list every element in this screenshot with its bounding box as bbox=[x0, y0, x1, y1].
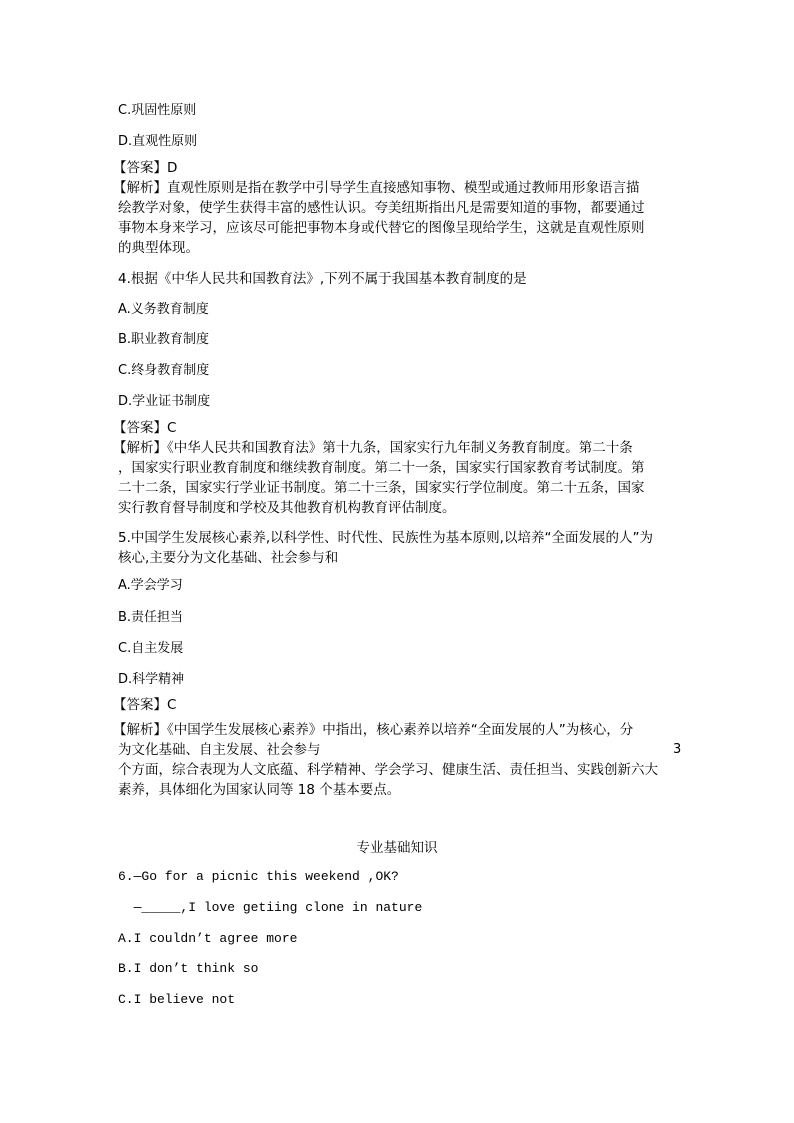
q5-explanation-line: 个方面，综合表现为人文底蕴、科学精神、学会学习、健康生活、责任担当、实践创新六大 bbox=[118, 762, 658, 778]
q3-explanation-line: 事物本身来学习，应该尽可能把事物本身或代替它的图像呈现给学生，这就是直观性原则 bbox=[118, 220, 645, 236]
q4-option-c: C.终身教育制度 bbox=[118, 363, 210, 378]
q6-option-a: A.I couldn’t agree more bbox=[118, 931, 298, 946]
q5-explanation-line: 素养，具体细化为国家认同等 18 个基本要点。 bbox=[118, 782, 401, 798]
q5-explanation-line: 【解析】《中国学生发展核心素养》中指出，核心素养以培养“全面发展的人”为核心，分 bbox=[113, 722, 634, 738]
q6-option-c: C.I believe not bbox=[118, 992, 236, 1007]
q6-question: 6.—Go for a picnic this weekend ,OK? bbox=[118, 869, 399, 884]
q5-option-c: C.自主发展 bbox=[118, 641, 184, 656]
q4-option-a: A.义务教育制度 bbox=[118, 302, 209, 317]
q4-option-d: D.学业证书制度 bbox=[118, 394, 211, 409]
q4-option-b: B.职业教育制度 bbox=[118, 332, 210, 347]
q5-explanation-number: 3 bbox=[673, 742, 682, 757]
q5-question-line: 5.中国学生发展核心素养,以科学性、时代性、民族性为基本原则,以培养“全面发展的人”为 bbox=[118, 530, 653, 546]
q6-reply: —_____,I love getiing clone in nature bbox=[118, 900, 423, 915]
q4-explanation-line: ，国家实行职业教育制度和继续教育制度。第二十一条，国家实行国家教育考试制度。第 bbox=[118, 460, 645, 476]
q3-explanation-line: 的典型体现。 bbox=[118, 240, 199, 256]
q4-explanation-line: 实行教育督导制度和学校及其他教育机构教育评估制度。 bbox=[118, 500, 456, 516]
q5-option-b: B.责任担当 bbox=[118, 610, 184, 625]
q5-question-line: 核心,主要分为文化基础、社会参与和 bbox=[118, 550, 339, 566]
q5-explanation-line: 为文化基础、自主发展、社会参与 bbox=[118, 742, 321, 758]
q3-explanation-line: 【解析】直观性原则是指在教学中引导学生直接感知事物、模型或通过教师用形象语言描 bbox=[113, 180, 640, 196]
q3-option-c: C.巩固性原则 bbox=[118, 103, 197, 118]
q5-answer: 【答案】C bbox=[113, 697, 177, 713]
q3-option-d: D.直观性原则 bbox=[118, 134, 198, 149]
q4-answer: 【答案】C bbox=[113, 420, 177, 436]
q3-answer: 【答案】D bbox=[113, 160, 178, 176]
q4-explanation-line: 【解析】《中华人民共和国教育法》第十九条，国家实行九年制义务教育制度。第二十条 bbox=[113, 440, 633, 456]
q5-option-a: A.学会学习 bbox=[118, 578, 183, 593]
section-heading: 专业基础知识 bbox=[356, 840, 438, 856]
q5-option-d: D.科学精神 bbox=[118, 672, 185, 687]
q3-explanation-line: 绘教学对象，使学生获得丰富的感性认识。夸美纽斯指出凡是需要知道的事物，都要通过 bbox=[118, 200, 645, 216]
q4-question: 4.根据《中华人民共和国教育法》,下列不属于我国基本教育制度的是 bbox=[118, 271, 527, 287]
q4-explanation-line: 二十二条，国家实行学业证书制度。第二十三条，国家实行学位制度。第二十五条，国家 bbox=[118, 480, 645, 496]
q6-option-b: B.I don’t think so bbox=[118, 961, 259, 976]
